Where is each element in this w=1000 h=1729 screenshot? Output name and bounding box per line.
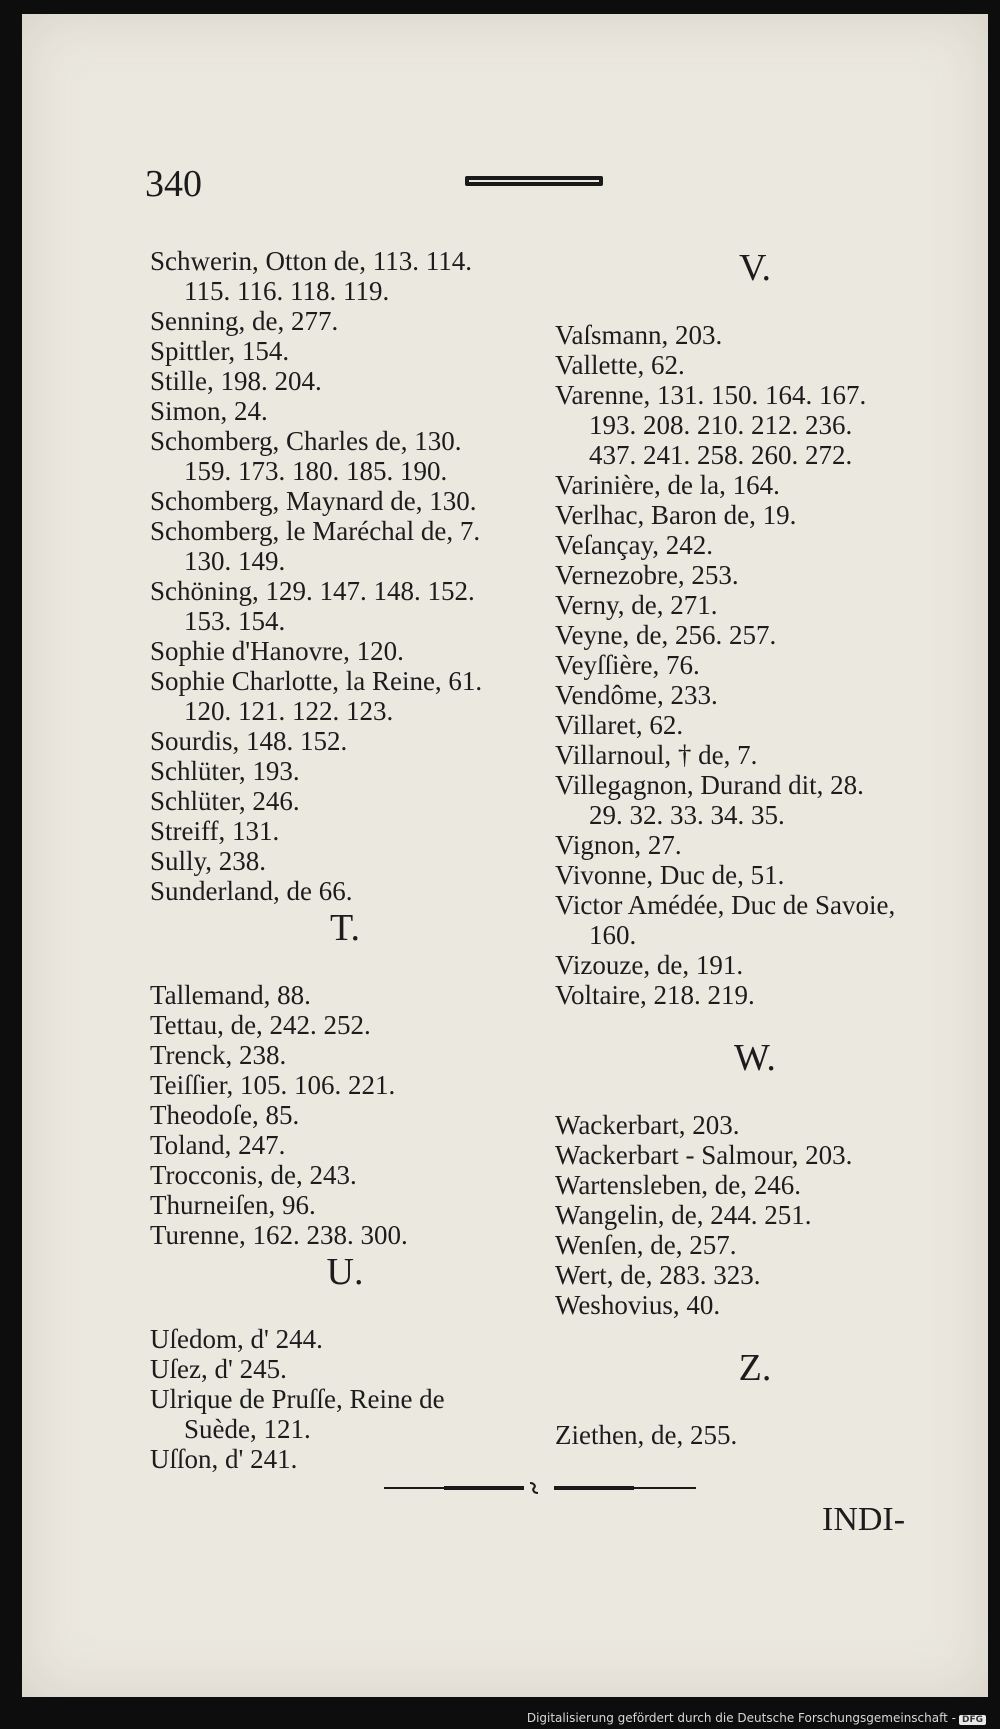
index-entry: Vignon, 27. xyxy=(555,830,682,860)
index-entry: Turenne, 162. 238. 300. xyxy=(150,1220,408,1250)
index-entry: Varenne, 131. 150. 164. 167. xyxy=(555,380,867,410)
index-entry: Wenſen, de, 257. xyxy=(555,1230,737,1260)
page-number: 340 xyxy=(145,163,202,205)
index-entry-continuation: 130. 149. xyxy=(184,546,286,576)
index-entry: Veyſſière, 76. xyxy=(555,650,700,680)
index-entry: Veſançay, 242. xyxy=(555,530,713,560)
index-entry: Wartensleben, de, 246. xyxy=(555,1170,801,1200)
index-entry: Uſſon, d' 241. xyxy=(150,1444,298,1474)
index-entry: Sully, 238. xyxy=(150,846,267,876)
index-entry: Senning, de, 277. xyxy=(150,306,339,336)
index-entry: Weshovius, 40. xyxy=(555,1290,721,1320)
index-entry: Schlüter, 193. xyxy=(150,756,300,786)
index-entry: Schwerin, Otton de, 113. 114. xyxy=(150,246,472,276)
index-entry-continuation: 120. 121. 122. 123. xyxy=(184,696,394,726)
index-entry-continuation: 153. 154. xyxy=(184,606,286,636)
index-entry: Vizouze, de, 191. xyxy=(555,950,744,980)
section-gap xyxy=(150,1298,540,1324)
section-letter-u: U. xyxy=(326,1251,364,1293)
index-entry: Stille, 198. 204. xyxy=(150,366,322,396)
index-entry: Schöning, 129. 147. 148. 152. xyxy=(150,576,475,606)
index-entry: Vernezobre, 253. xyxy=(555,560,739,590)
index-entry: Villaret, 62. xyxy=(555,710,684,740)
index-entry: Veyne, de, 256. 257. xyxy=(555,620,777,650)
section-gap xyxy=(150,954,540,980)
section-gap xyxy=(555,294,955,320)
index-entry: Tettau, de, 242. 252. xyxy=(150,1010,371,1040)
index-entry: Sourdis, 148. 152. xyxy=(150,726,348,756)
index-section-s xyxy=(150,246,540,906)
index-column-left xyxy=(150,246,540,1474)
index-section-v xyxy=(555,320,955,1010)
index-entry: Verlhac, Baron de, 19. xyxy=(555,500,797,530)
index-entry: Streiff, 131. xyxy=(150,816,280,846)
section-letter-z: Z. xyxy=(738,1347,772,1389)
index-entry: Sophie d'Hanovre, 120. xyxy=(150,636,404,666)
index-entry: Uſez, d' 245. xyxy=(150,1354,287,1384)
index-section-w xyxy=(555,1110,955,1320)
section-letter-v: V. xyxy=(738,247,772,289)
section-letter-w: W. xyxy=(734,1037,776,1079)
index-entry: Schlüter, 246. xyxy=(150,786,300,816)
index-entry-continuation: Suède, 121. xyxy=(184,1414,311,1444)
section-gap xyxy=(555,1084,955,1110)
index-entry: Verny, de, 271. xyxy=(555,590,718,620)
index-entry: Ulrique de Pruſſe, Reine de xyxy=(150,1384,445,1414)
index-entry: Thurneiſen, 96. xyxy=(150,1190,316,1220)
index-section-t xyxy=(150,980,540,1250)
index-entry: Teiſſier, 105. 106. 221. xyxy=(150,1070,396,1100)
index-entry: Toland, 247. xyxy=(150,1130,286,1160)
footer-text: Digitalisierung gefördert durch die Deutsche Forschungsgemeinschaft - xyxy=(526,1711,956,1725)
index-entry: Tallemand, 88. xyxy=(150,980,311,1010)
section-gap xyxy=(555,1010,955,1036)
index-entry-continuation: 160. xyxy=(589,920,637,950)
index-entry: Voltaire, 218. 219. xyxy=(555,980,755,1010)
catchword: INDI- xyxy=(822,1501,906,1538)
index-entry: Schomberg, Maynard de, 130. xyxy=(150,486,477,516)
index-entry: Wackerbart - Salmour, 203. xyxy=(555,1140,853,1170)
index-entry: Schomberg, Charles de, 130. xyxy=(150,426,462,456)
index-entry: Simon, 24. xyxy=(150,396,268,426)
index-entry: Vaſsmann, 203. xyxy=(555,320,723,350)
header-ornament-rule xyxy=(465,176,603,186)
index-entry-continuation: 193. 208. 210. 212. 236. xyxy=(589,410,853,440)
index-entry-continuation: 159. 173. 180. 185. 190. xyxy=(184,456,448,486)
index-entry: Schomberg, le Maréchal de, 7. xyxy=(150,516,481,546)
index-entry: Wert, de, 283. 323. xyxy=(555,1260,761,1290)
section-gap xyxy=(555,1394,955,1420)
book-page xyxy=(22,14,988,1697)
section-letter-t: T. xyxy=(330,907,360,949)
index-entry: Wangelin, de, 244. 251. xyxy=(555,1200,812,1230)
index-entry-continuation: 115. 116. 118. 119. xyxy=(184,276,390,306)
index-entry: Uſedom, d' 244. xyxy=(150,1324,323,1354)
index-section-u xyxy=(150,1324,540,1474)
index-entry: Villegagnon, Durand dit, 28. xyxy=(555,770,864,800)
index-entry: Victor Amédée, Duc de Savoie, xyxy=(555,890,896,920)
index-entry-continuation: 29. 32. 33. 34. 35. xyxy=(589,800,785,830)
index-entry: Vallette, 62. xyxy=(555,350,685,380)
index-section-z xyxy=(555,1420,955,1450)
index-entry: Spittler, 154. xyxy=(150,336,290,366)
index-entry: Vendôme, 233. xyxy=(555,680,718,710)
index-entry: Theodoſe, 85. xyxy=(150,1100,300,1130)
index-column-right xyxy=(555,246,955,1450)
index-entry-continuation: 437. 241. 258. 260. 272. xyxy=(589,440,853,470)
index-entry: Wackerbart, 203. xyxy=(555,1110,740,1140)
index-entry: Varinière, de la, 164. xyxy=(555,470,780,500)
section-gap xyxy=(555,1320,955,1346)
index-entry: Trocconis, de, 243. xyxy=(150,1160,357,1190)
end-ornament-rule xyxy=(384,1481,696,1495)
dfg-logo: DFG xyxy=(959,1715,986,1725)
index-entry: Sophie Charlotte, la Reine, 61. xyxy=(150,666,483,696)
index-entry: Sunderland, de 66. xyxy=(150,876,353,906)
index-entry: Ziethen, de, 255. xyxy=(555,1420,738,1450)
digitization-footer xyxy=(0,1711,986,1725)
index-entry: Vivonne, Duc de, 51. xyxy=(555,860,785,890)
index-entry: Villarnoul, † de, 7. xyxy=(555,740,758,770)
index-entry: Trenck, 238. xyxy=(150,1040,287,1070)
